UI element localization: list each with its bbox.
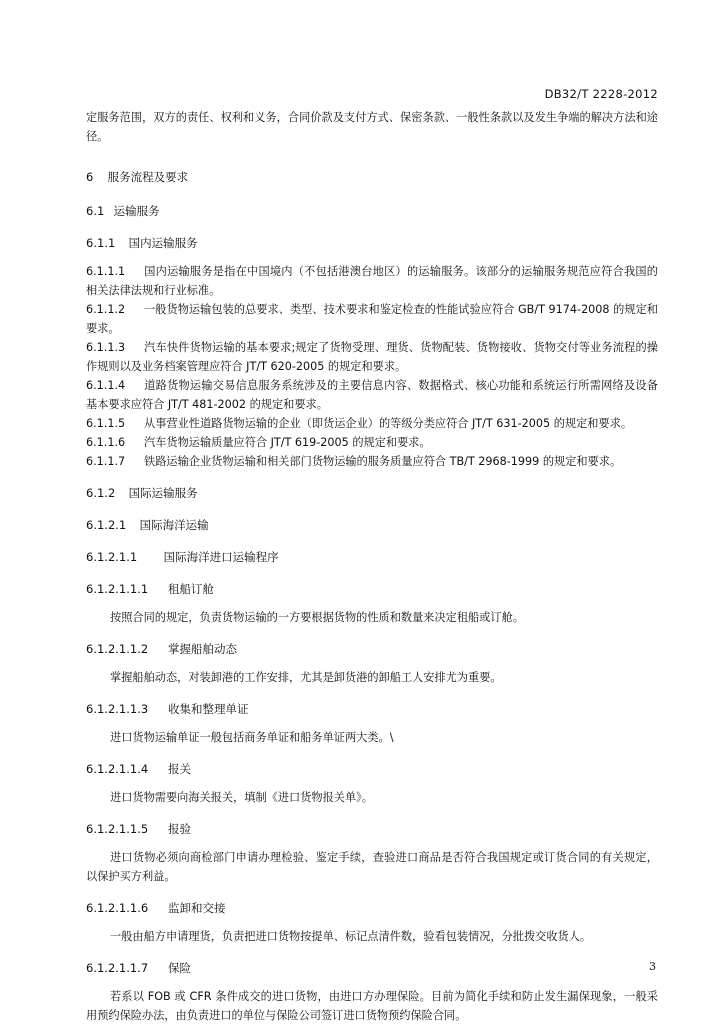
clause-item <box>86 414 658 433</box>
section-6-heading <box>86 168 658 187</box>
step-title: 租船订舱 <box>168 582 214 596</box>
step-number: 6.1.2.1.1.7 <box>86 961 149 975</box>
clause-text: 汽车快件货物运输的基本要求;规定了货物受理、理货、货物配装、货物接收、货物交付等业务流程的操作规则以及业务档案管理应符合 JT/T 620-2005 的规定和要求。 <box>86 341 658 373</box>
step-heading <box>86 640 658 659</box>
step-number: 6.1.2.1.1.2 <box>86 642 149 656</box>
section-6-1-heading <box>86 202 658 221</box>
clause-number: 6.1.1.4 <box>86 379 126 392</box>
step-title: 掌握船舶动态 <box>168 642 237 656</box>
section-number: 6.1.2.1 <box>86 518 127 532</box>
step-text: 进口货物需要向海关报关，填制《进口货物报关单》。 <box>110 791 373 804</box>
clause-number: 6.1.1.5 <box>86 417 126 430</box>
clause-number: 6.1.1.7 <box>86 455 126 468</box>
section-title: 国际海洋运输 <box>139 518 209 532</box>
section-title: 服务流程及要求 <box>107 170 189 184</box>
step-number: 6.1.2.1.1.5 <box>86 822 149 836</box>
step-number: 6.1.2.1.1.4 <box>86 762 149 776</box>
step-heading <box>86 760 658 779</box>
clause-number: 6.1.1.3 <box>86 341 126 354</box>
clause-item <box>86 262 658 300</box>
step-number: 6.1.2.1.1.6 <box>86 901 149 915</box>
step-title: 保险 <box>168 961 191 975</box>
step-title: 收集和整理单证 <box>168 702 249 716</box>
step-text: 进口货物运输单证一般包括商务单证和船务单证两大类。\ <box>110 731 394 744</box>
step-text: 若系以 FOB 或 CFR 条件成交的进口货物，由进口方办理保险。目前为简化手续和防止发生漏保现象，一般采用预约保险办法，由负责进口的单位与保险公司签订进口货物预约保险合同。 <box>86 990 658 1022</box>
clause-text: 道路货物运输交易信息服务系统涉及的主要信息内容、数据格式、核心功能和系统运行所需网络及设备基本要求应符合 JT/T 481-2002 的规定和要求。 <box>86 379 658 411</box>
step-heading <box>86 580 658 599</box>
step-text: 进口货物必须向商检部门申请办理检验、鉴定手续，查验进口商品是否符合我国规定或订货合同的有关规定，以保护买方利益。 <box>86 851 658 883</box>
step-title: 监卸和交接 <box>168 901 226 915</box>
clause-text: 国内运输服务是指在中国境内（不包括港澳台地区）的运输服务。该部分的运输服务规范应符合我国的相关法律法规和行业标准。 <box>86 265 658 297</box>
step-heading <box>86 820 658 839</box>
section-title: 运输服务 <box>113 204 160 218</box>
document-code: DB32/T 2228-2012 <box>544 87 658 101</box>
step-heading <box>86 700 658 719</box>
clause-item <box>86 338 658 376</box>
clause-text: 一般货物运输包装的总要求、类型、技术要求和鉴定检查的性能试验应符合 GB/T 9174-2008 的规定和要求。 <box>86 303 658 335</box>
step-heading <box>86 899 658 918</box>
section-number: 6.1 <box>86 204 105 218</box>
section-number: 6.1.1 <box>86 236 116 250</box>
clause-item <box>86 376 658 414</box>
domestic-items <box>86 262 658 471</box>
step-title: 报关 <box>168 762 191 776</box>
section-6-1-1-heading <box>86 234 658 253</box>
step-number: 6.1.2.1.1.1 <box>86 582 149 596</box>
section-6-1-2-1-heading <box>86 516 658 535</box>
section-6-1-2-heading <box>86 484 658 503</box>
document-body <box>86 108 658 1025</box>
step-text: 掌握船舶动态，对装卸港的工作安排，尤其是卸货港的卸船工人安排尤为重要。 <box>110 671 502 684</box>
clause-number: 6.1.1.6 <box>86 436 126 449</box>
clause-item <box>86 452 658 471</box>
clause-number: 6.1.1.1 <box>86 265 126 278</box>
section-number: 6.1.2 <box>86 486 116 500</box>
step-text: 按照合同的规定，负责货物运输的一方要根据货物的性质和数量来决定租船或订舱。 <box>110 611 524 624</box>
step-heading <box>86 959 658 978</box>
clause-number: 6.1.1.2 <box>86 303 126 316</box>
step-title: 报验 <box>168 822 191 836</box>
step-text: 一般由船方申请理货，负责把进口货物按提单、标记点清件数，验看包装情况，分批拨交收货人。 <box>110 930 592 943</box>
section-number: 6 <box>86 170 94 184</box>
clause-item <box>86 433 658 452</box>
section-title: 国际海洋进口运输程序 <box>163 550 279 564</box>
section-number: 6.1.2.1.1 <box>86 550 138 564</box>
section-title: 国内运输服务 <box>128 236 198 250</box>
clause-item <box>86 300 658 338</box>
section-6-1-2-1-1-heading <box>86 548 658 567</box>
clause-text: 铁路运输企业货物运输和相关部门货物运输的服务质量应符合 TB/T 2968-1999 的规定和要求。 <box>144 455 622 468</box>
clause-text: 汽车货物运输质量应符合 JT/T 619-2005 的规定和要求。 <box>144 436 431 449</box>
section-title: 国际运输服务 <box>128 486 198 500</box>
page-number: 3 <box>649 960 656 973</box>
clause-text: 从事营业性道路货物运输的企业（即货运企业）的等级分类应符合 JT/T 631-2005 的规定和要求。 <box>144 417 633 430</box>
step-number: 6.1.2.1.1.3 <box>86 702 149 716</box>
intro-paragraph: 定服务范围，双方的责任、权利和义务，合同价款及支付方式、保密条款、一般性条款以及发生争端的解决方法和途径。 <box>86 111 658 143</box>
